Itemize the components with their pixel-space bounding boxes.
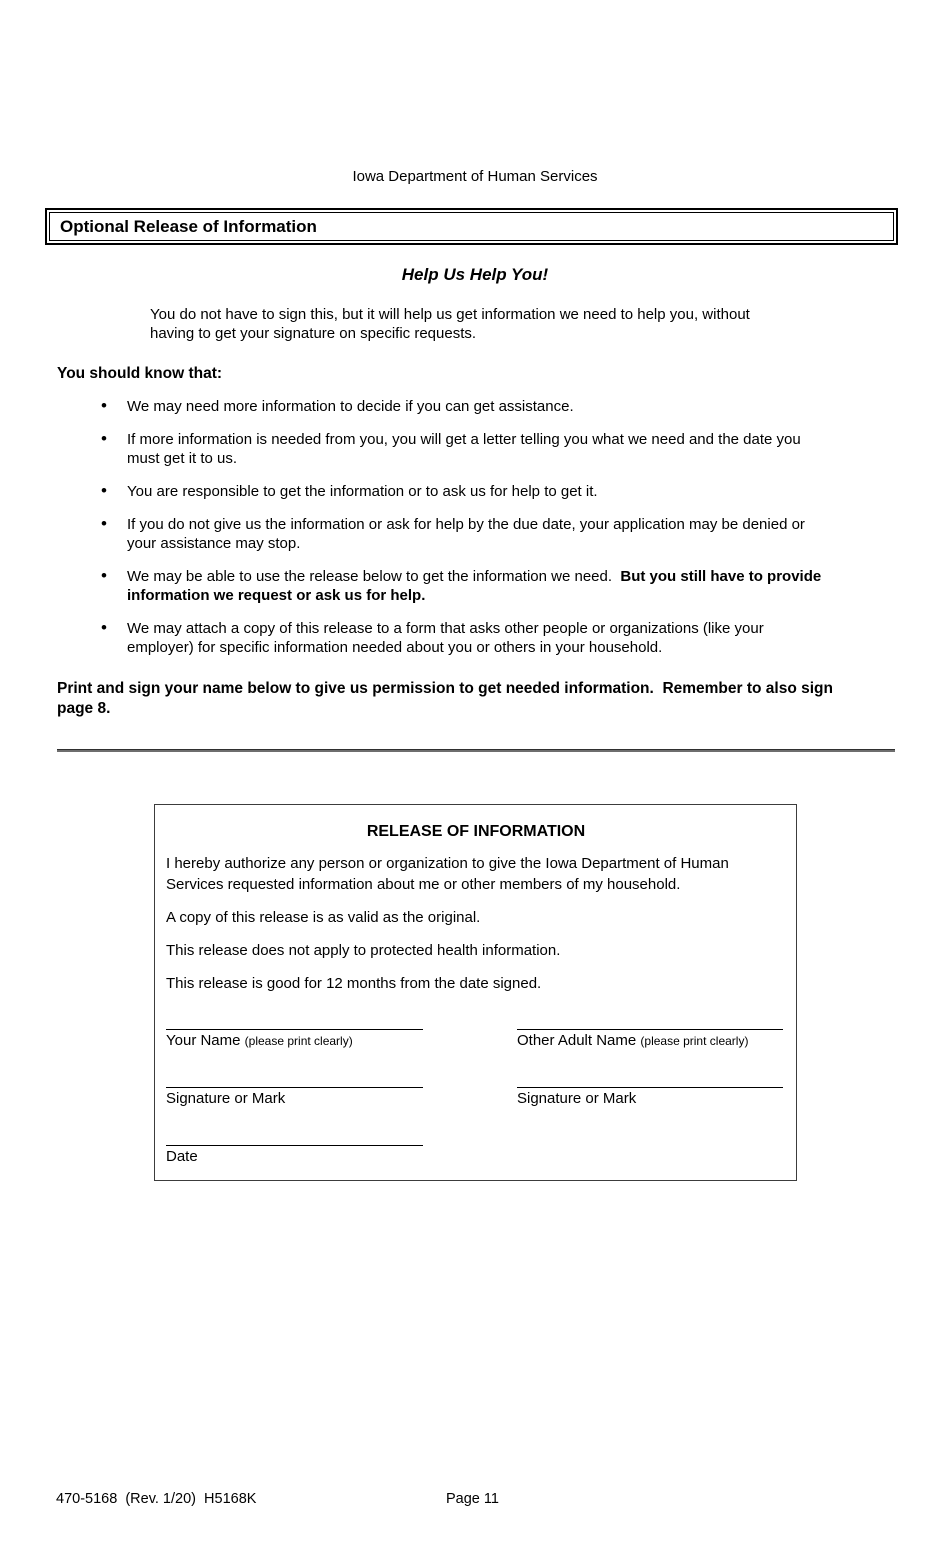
bullet-text-bold: But you still have to provide information we request or ask us for help. (127, 568, 822, 604)
release-paragraph: A copy of this release is as valid as the original. (166, 909, 481, 926)
print-sign-instruction: Print and sign your name below to give us permission to get needed information. Remember to also sign page 8. (57, 680, 838, 717)
signature-field-left (166, 1086, 423, 1108)
headline: Help Us Help You! (401, 265, 549, 284)
list-item (57, 619, 832, 657)
bullet-text: If more information is needed from you, you will get a letter telling you what we need and the date you must get it to us. (127, 431, 805, 467)
field-label: Other Adult Name (517, 1032, 637, 1049)
field-hint: (please print clearly) (640, 1034, 749, 1048)
list-item (57, 397, 832, 416)
department-title: Iowa Department of Human Services (352, 168, 598, 185)
date-field (166, 1144, 423, 1166)
page-number: Page 11 (446, 1491, 499, 1507)
your-name-field (166, 1028, 423, 1050)
release-of-information-box (154, 804, 797, 1181)
bullet-text: If you do not give us the information or ask for help by the due date, your application may be denied or your assistance may stop. (127, 516, 810, 552)
intro-paragraph: You do not have to sign this, but it will help us get information we need to help you, without having to get your signature on specific requests. (150, 306, 754, 342)
section-title: Optional Release of Information (49, 212, 894, 241)
form-number: 470-5168 (Rev. 1/20) H5168K (56, 1491, 257, 1507)
your-name-line[interactable] (166, 1028, 423, 1030)
list-item (57, 430, 832, 468)
bullet-text: You are responsible to get the information or to ask us for help to get it. (127, 483, 598, 500)
signature-line-left[interactable] (166, 1086, 423, 1088)
signature-label-left: Signature or Mark (166, 1090, 286, 1107)
release-paragraph: I hereby authorize any person or organization to give the Iowa Department of Human Services requested information about me or other members of my household. (166, 855, 729, 893)
bullet-list (57, 397, 895, 657)
section-divider (57, 749, 895, 752)
field-label: Your Name (166, 1032, 241, 1049)
date-label: Date (166, 1148, 198, 1165)
section-title-box (45, 208, 898, 245)
signature-line-right[interactable] (517, 1086, 783, 1088)
signature-section (166, 1028, 786, 1166)
other-adult-name-field (517, 1028, 783, 1050)
know-heading: You should know that: (57, 365, 223, 382)
list-item (57, 515, 832, 553)
bullet-text: We may need more information to decide if you can get assistance. (127, 398, 574, 415)
signature-field-right (517, 1086, 783, 1108)
empty-cell (517, 1144, 783, 1166)
signature-label-right: Signature or Mark (517, 1090, 637, 1107)
date-line[interactable] (166, 1144, 423, 1146)
release-paragraph: This release is good for 12 months from the date signed. (166, 975, 542, 992)
release-paragraph: This release does not apply to protected health information. (166, 942, 561, 959)
other-adult-name-label (517, 1032, 783, 1050)
list-item (57, 482, 832, 501)
field-hint: (please print clearly) (244, 1034, 353, 1048)
bullet-text: We may be able to use the release below to get the information we need. (127, 568, 621, 585)
your-name-label (166, 1032, 423, 1050)
list-item (57, 567, 832, 605)
bullet-text: We may attach a copy of this release to a form that asks other people or organizations (like your employer) for specific information needed about you or others in your household. (127, 620, 768, 656)
release-box-title: RELEASE OF INFORMATION (366, 823, 586, 840)
other-adult-name-line[interactable] (517, 1028, 783, 1030)
